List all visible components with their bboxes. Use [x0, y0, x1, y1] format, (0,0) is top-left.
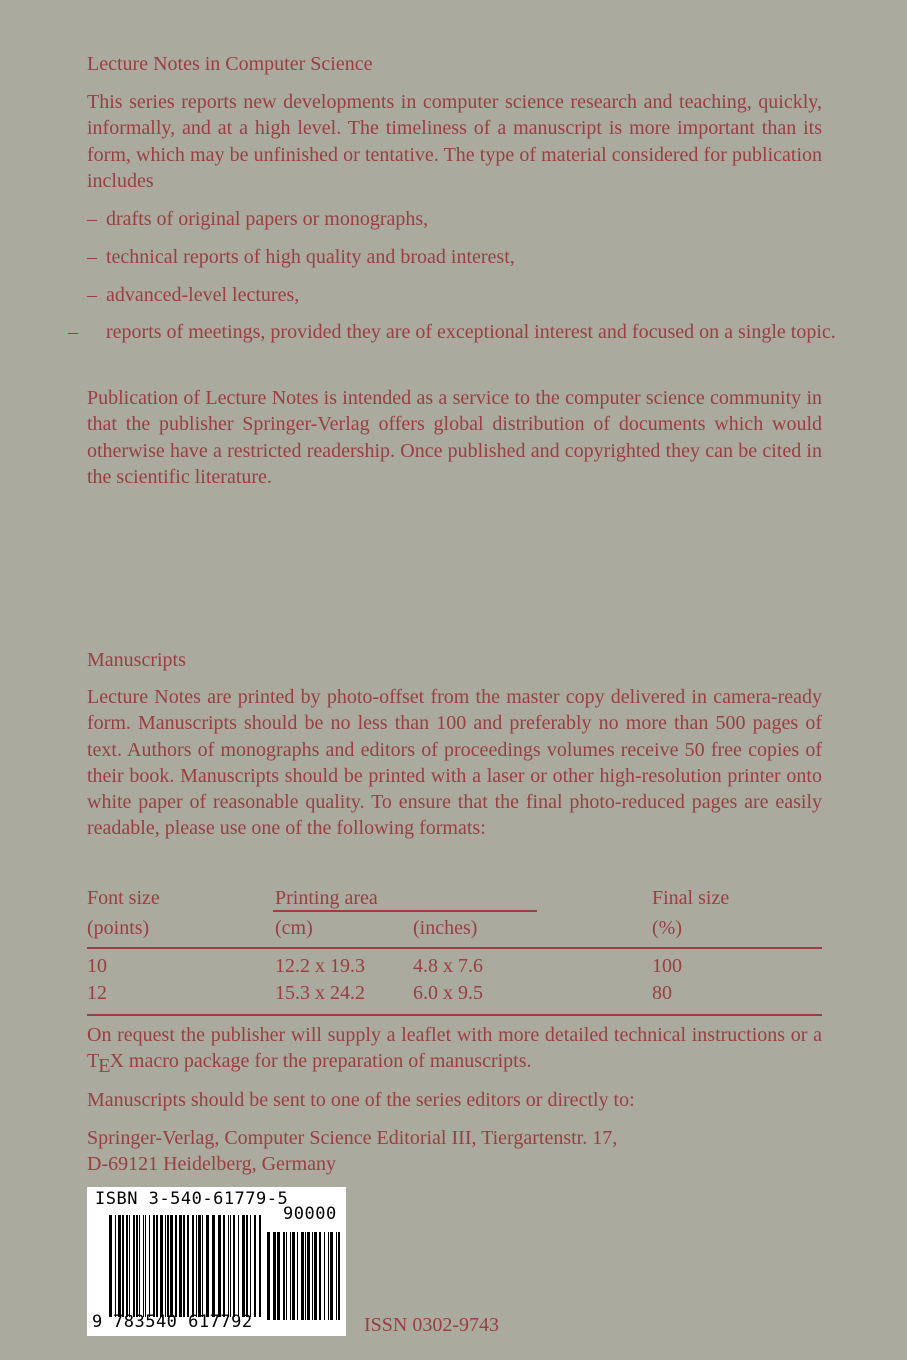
series-intro: This series reports new developments in computer science research and teaching, quickly, informally, and at a high level. The timeliness of a manuscript is more important than its form, which may be unfinished or tentative. The type of material considered for publication includes	[87, 91, 822, 192]
send-to-text: Manuscripts should be sent to one of the series editors or directly to:	[87, 1089, 635, 1111]
barcode-bar	[277, 1232, 280, 1320]
barcode-bar	[118, 1215, 121, 1317]
barcode-bar	[187, 1215, 189, 1317]
leaflet-paragraph	[87, 1022, 822, 1078]
barcode-bar	[165, 1215, 166, 1317]
barcode-bar	[212, 1215, 215, 1317]
barcode-bar	[136, 1215, 138, 1317]
cell-final: 80	[652, 982, 672, 1004]
barcode-bar	[153, 1215, 155, 1317]
barcode-bar	[330, 1232, 333, 1320]
th-inches: (inches)	[413, 917, 478, 939]
barcode-bar	[314, 1232, 317, 1320]
bullet-dash: –	[68, 321, 78, 343]
barcode-bar	[297, 1232, 298, 1320]
bullet-dash: –	[87, 208, 97, 230]
footer-rule	[87, 1014, 822, 1016]
tex-logo	[87, 1050, 124, 1078]
barcode-bar	[254, 1215, 256, 1317]
barcode-bar	[156, 1215, 158, 1317]
tex-t: T	[87, 1050, 100, 1073]
barcode-bar	[109, 1215, 112, 1317]
cell-cm: 15.3 x 24.2	[275, 982, 365, 1004]
manuscripts-body: Lecture Notes are printed by photo-offset from the master copy delivered in camera-ready form. Manuscripts should be no less than 100 and preferably no more than 500 pages of text. Authors of monographs and editors of proceedings volumes receive 50 free copies of their book. Manuscripts should be printed with a laser or other high-resolution printer onto white paper of reasonable quality. To ensure that the final photo-reduced pages are easily readable, please use one of the following formats:	[87, 686, 822, 840]
barcode-bar	[267, 1232, 270, 1320]
ean-first-digit: 9	[92, 1312, 103, 1332]
barcode-bar	[242, 1215, 245, 1317]
barcode-bar	[290, 1232, 291, 1320]
barcode-bar	[259, 1215, 261, 1317]
barcode-bar	[198, 1215, 201, 1317]
leaflet-text-end: macro package for the preparation of manuscripts.	[123, 1050, 532, 1073]
barcode-bar	[312, 1232, 313, 1320]
barcode-bar	[115, 1215, 116, 1317]
barcode-bar	[250, 1215, 251, 1317]
tex-e: E	[98, 1055, 111, 1078]
barcode-bar	[202, 1215, 203, 1317]
bullet-dash: –	[87, 246, 97, 268]
barcode-bar	[238, 1215, 239, 1317]
barcode-bar	[286, 1232, 287, 1320]
printing-area-rule	[273, 910, 537, 912]
barcode-bar	[292, 1232, 295, 1320]
barcode-bar	[307, 1232, 310, 1320]
barcode-bar	[328, 1232, 329, 1320]
barcode-bar	[179, 1215, 182, 1317]
barcode-bar	[206, 1215, 209, 1317]
list-item-text: technical reports of high quality and broad interest,	[106, 246, 515, 268]
list-item-text: advanced-level lectures,	[106, 284, 300, 306]
barcode-bar	[319, 1232, 321, 1320]
barcode-bar	[143, 1215, 144, 1317]
barcode-bar	[175, 1215, 177, 1317]
th-font-size: Font size	[87, 887, 160, 909]
barcode-bar	[246, 1215, 248, 1317]
issn-text: ISSN 0302-9743	[364, 1314, 500, 1336]
list-item	[87, 206, 822, 232]
ean-digits: 783540 617792	[113, 1312, 253, 1332]
list-item	[68, 319, 841, 345]
cell-cm: 12.2 x 19.3	[275, 955, 365, 977]
barcode-bar	[160, 1215, 163, 1317]
th-font-size-unit: (points)	[87, 917, 150, 939]
barcode-bar	[122, 1215, 124, 1317]
barcode-bar	[145, 1215, 146, 1317]
barcode-bar	[167, 1215, 169, 1317]
barcode-bar	[223, 1215, 225, 1317]
barcode-bar	[273, 1232, 276, 1320]
list-item	[87, 282, 822, 308]
barcode-bar	[301, 1232, 304, 1320]
cell-inches: 4.8 x 7.6	[413, 955, 483, 977]
publication-paragraph: Publication of Lecture Notes is intended as a service to the computer science community in that the publisher Springer-Verlag offers global distribution of documents which would otherwise have a restricted readership. Once published and copyrighted they can be cited in the scientific literature.	[87, 387, 822, 488]
barcode-bar	[183, 1215, 185, 1317]
th-final-size-unit: (%)	[652, 917, 682, 939]
th-printing-area: Printing area	[275, 887, 378, 909]
barcode-bar	[192, 1215, 194, 1317]
barcode-bar	[139, 1215, 140, 1317]
barcode-bar	[129, 1215, 130, 1317]
header-rule	[87, 947, 822, 949]
barcode-bar	[196, 1215, 197, 1317]
cell-font-size: 10	[87, 955, 107, 977]
barcode-bar	[283, 1232, 285, 1320]
cell-font-size: 12	[87, 982, 107, 1004]
barcode-bar	[228, 1215, 229, 1317]
isbn-barcode	[87, 1187, 346, 1336]
barcode-bar	[126, 1215, 128, 1317]
isbn-text: ISBN 3-540-61779-5	[95, 1189, 289, 1209]
barcode-bar	[324, 1232, 325, 1320]
list-item	[87, 244, 822, 270]
barcode-bar	[170, 1215, 173, 1317]
manuscripts-title: Manuscripts	[87, 649, 186, 671]
th-cm: (cm)	[275, 917, 313, 939]
barcode-bar	[133, 1215, 135, 1317]
barcode-bar	[338, 1232, 340, 1320]
list-item-text: reports of meetings, provided they are of exceptional interest and focused on a single topic.	[106, 321, 836, 343]
series-title: Lecture Notes in Computer Science	[87, 53, 373, 75]
barcode-bar	[149, 1215, 150, 1317]
bullet-dash: –	[87, 284, 97, 306]
address-line-1: Springer-Verlag, Computer Science Editorial III, Tiergartenstr. 17,	[87, 1127, 618, 1149]
cell-final: 100	[652, 955, 682, 977]
barcode-bar	[305, 1232, 306, 1320]
barcode-bar	[230, 1215, 231, 1317]
barcode-bar	[336, 1232, 337, 1320]
barcode-bar	[218, 1215, 221, 1317]
cell-inches: 6.0 x 9.5	[413, 982, 483, 1004]
address-line-2: D-69121 Heidelberg, Germany	[87, 1153, 337, 1175]
barcode-bar	[233, 1215, 235, 1317]
th-final-size: Final size	[652, 887, 730, 909]
list-item-text: drafts of original papers or monographs,	[106, 208, 429, 230]
tex-x: X	[109, 1050, 124, 1073]
leaflet-text: On request the publisher will supply a leaflet with more detailed technical instructions or a	[87, 1024, 822, 1046]
addon-text: 90000	[283, 1204, 337, 1224]
